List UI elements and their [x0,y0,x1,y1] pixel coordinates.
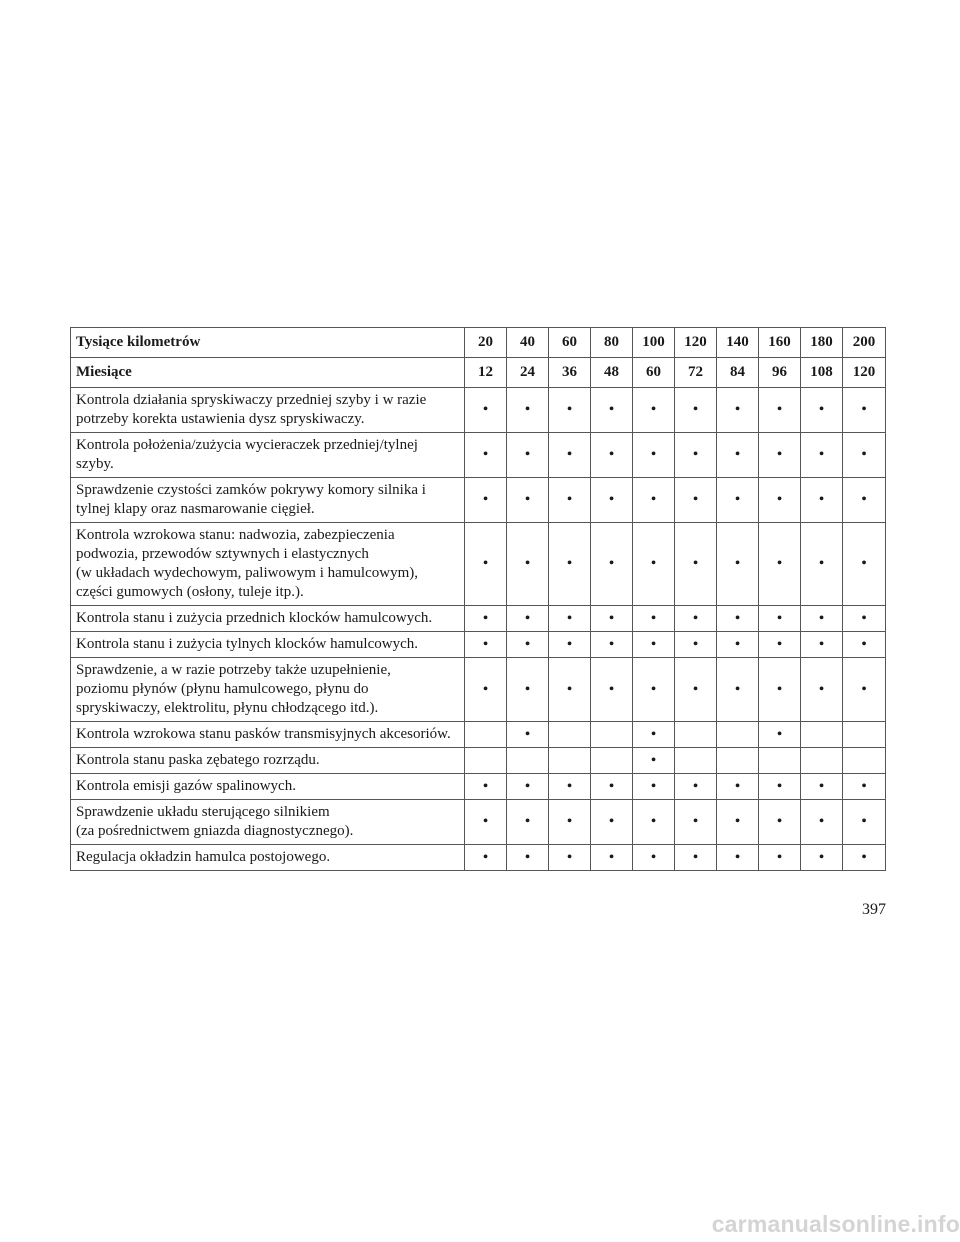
service-interval-mark: • [843,433,886,478]
service-interval-mark: • [465,632,507,658]
service-interval-mark: • [591,606,633,632]
service-interval-mark: • [717,478,759,523]
service-interval-mark: • [507,845,549,871]
service-interval-mark: • [549,606,591,632]
service-interval-mark [675,748,717,774]
service-interval-mark: • [717,632,759,658]
service-interval-mark [675,722,717,748]
service-interval-mark [759,748,801,774]
header-months-row-label: Miesiące [71,358,465,388]
service-interval-mark: • [633,523,675,606]
service-interval-mark: • [675,800,717,845]
service-interval-mark: • [633,774,675,800]
service-interval-mark: • [465,478,507,523]
service-interval-mark: • [465,800,507,845]
service-interval-mark: • [759,632,801,658]
service-interval-mark: • [591,632,633,658]
service-interval-mark: • [549,523,591,606]
table-row [71,845,886,871]
service-interval-mark: • [675,632,717,658]
service-interval-mark: • [633,478,675,523]
service-interval-mark: • [465,845,507,871]
service-interval-mark: • [843,478,886,523]
service-interval-mark: • [507,658,549,722]
service-interval-mark: • [675,433,717,478]
service-interval-mark: • [507,632,549,658]
service-item-description [71,748,465,774]
page-number: 397 [862,901,886,918]
table-row [71,523,886,606]
header-months-row-value: 24 [507,358,549,388]
header-months-row [71,358,886,388]
service-interval-mark: • [507,433,549,478]
description-line: Sprawdzenie układu sterującego silnikiem [76,804,330,820]
header-months-row-value: 84 [717,358,759,388]
service-interval-mark: • [801,800,843,845]
service-interval-mark: • [717,523,759,606]
service-interval-mark: • [759,388,801,433]
service-interval-mark [507,748,549,774]
service-interval-mark: • [801,433,843,478]
description-line: szyby. [76,456,114,472]
service-item-description [71,388,465,433]
service-interval-mark: • [591,845,633,871]
service-item-description [71,658,465,722]
table-row [71,388,886,433]
service-interval-mark: • [759,606,801,632]
service-interval-mark: • [549,632,591,658]
service-interval-mark: • [465,388,507,433]
service-interval-mark: • [801,658,843,722]
service-interval-mark: • [633,388,675,433]
service-interval-mark: • [759,658,801,722]
service-interval-mark: • [465,433,507,478]
service-interval-mark: • [801,606,843,632]
service-interval-mark: • [633,722,675,748]
header-months-row-value: 12 [465,358,507,388]
service-item-description [71,800,465,845]
description-line: części gumowych (osłony, tuleje itp.). [76,584,304,600]
description-line: Kontrola stanu i zużycia tylnych klocków hamulcowych. [76,636,418,652]
service-interval-mark: • [717,388,759,433]
service-interval-mark [843,748,886,774]
service-interval-mark: • [717,658,759,722]
service-interval-mark: • [633,800,675,845]
header-months-row-value: 120 [843,358,886,388]
service-interval-mark: • [675,523,717,606]
header-kilometers-row-value: 60 [549,328,591,358]
service-interval-mark: • [591,523,633,606]
description-line: (za pośrednictwem gniazda diagnostycznego). [76,823,354,839]
service-interval-mark: • [507,523,549,606]
service-interval-mark: • [801,388,843,433]
service-interval-mark: • [591,774,633,800]
service-interval-mark: • [507,722,549,748]
description-line: Kontrola stanu i zużycia przednich klocków hamulcowych. [76,610,433,626]
service-interval-mark: • [591,433,633,478]
service-interval-mark: • [843,658,886,722]
service-interval-mark: • [675,658,717,722]
header-kilometers-row-value: 80 [591,328,633,358]
service-item-description [71,774,465,800]
description-line: tylnej klapy oraz nasmarowanie cięgieł. [76,501,315,517]
service-interval-mark: • [549,774,591,800]
service-interval-mark: • [633,748,675,774]
service-interval-mark [801,748,843,774]
header-kilometers-row-value: 100 [633,328,675,358]
description-line: Kontrola wzrokowa stanu pasków transmisyjnych akcesoriów. [76,726,451,742]
service-item-description [71,632,465,658]
service-interval-mark: • [759,433,801,478]
service-interval-mark: • [759,774,801,800]
service-interval-mark [549,748,591,774]
service-interval-mark: • [549,800,591,845]
header-kilometers-row-value: 120 [675,328,717,358]
description-line: Kontrola położenia/zużycia wycieraczek przedniej/tylnej [76,437,418,453]
table-row [71,774,886,800]
description-line: (w układach wydechowym, paliwowym i hamulcowym), [76,565,419,581]
table-row [71,478,886,523]
service-interval-mark: • [759,845,801,871]
service-interval-mark: • [549,845,591,871]
service-interval-mark: • [801,632,843,658]
service-interval-mark: • [759,478,801,523]
service-interval-mark: • [465,774,507,800]
service-interval-mark [591,722,633,748]
service-interval-mark: • [675,388,717,433]
service-interval-mark [591,748,633,774]
description-line: Kontrola stanu paska zębatego rozrządu. [76,752,320,768]
service-item-description [71,433,465,478]
service-interval-mark [717,722,759,748]
description-line: Kontrola wzrokowa stanu: nadwozia, zabezpieczenia [76,527,395,543]
header-months-row-value: 96 [759,358,801,388]
description-line: Sprawdzenie, a w razie potrzeby także uzupełnienie, [76,662,391,678]
header-kilometers-row-label: Tysiące kilometrów [71,328,465,358]
table-row [71,606,886,632]
service-interval-mark: • [675,478,717,523]
service-interval-mark: • [591,388,633,433]
table-row [71,632,886,658]
description-line: poziomu płynów (płynu hamulcowego, płynu do [76,681,369,697]
service-interval-mark: • [843,845,886,871]
service-interval-mark: • [549,388,591,433]
service-interval-mark: • [633,632,675,658]
description-line: spryskiwaczy, elektrolitu, płynu chłodzącego itd.). [76,700,379,716]
service-item-description [71,845,465,871]
service-interval-mark: • [549,478,591,523]
table-row [71,722,886,748]
service-interval-mark: • [759,722,801,748]
description-line: Sprawdzenie czystości zamków pokrywy komory silnika i [76,482,426,498]
watermark: carmanualsonline.info [711,1211,960,1237]
service-interval-mark: • [549,658,591,722]
service-interval-mark: • [759,800,801,845]
header-kilometers-row-value: 180 [801,328,843,358]
service-item-description [71,478,465,523]
service-interval-mark: • [717,606,759,632]
service-item-description [71,722,465,748]
service-interval-mark [801,722,843,748]
service-interval-mark: • [717,800,759,845]
table-row [71,658,886,722]
header-kilometers-row-value: 40 [507,328,549,358]
service-interval-mark: • [843,632,886,658]
description-line: Regulacja okładzin hamulca postojowego. [76,849,331,865]
service-interval-mark: • [801,845,843,871]
service-interval-mark: • [633,845,675,871]
service-interval-mark: • [843,388,886,433]
service-item-description [71,606,465,632]
header-kilometers-row-value: 200 [843,328,886,358]
service-interval-mark: • [633,658,675,722]
service-interval-mark: • [717,433,759,478]
header-months-row-value: 48 [591,358,633,388]
description-line: potrzeby korekta ustawienia dysz spryskiwaczy. [76,411,365,427]
service-interval-mark: • [549,433,591,478]
service-interval-mark: • [591,800,633,845]
service-interval-mark: • [507,606,549,632]
maintenance-schedule-table [70,327,886,871]
service-interval-mark: • [633,433,675,478]
service-interval-mark: • [465,523,507,606]
table-row [71,433,886,478]
service-item-description [71,523,465,606]
table-row [71,800,886,845]
service-interval-mark: • [717,845,759,871]
header-months-row-value: 72 [675,358,717,388]
header-kilometers-row-value: 160 [759,328,801,358]
service-interval-mark: • [591,478,633,523]
header-kilometers-row [71,328,886,358]
service-interval-mark: • [633,606,675,632]
service-interval-mark: • [675,606,717,632]
table-row [71,748,886,774]
service-interval-mark: • [675,774,717,800]
service-interval-mark: • [507,800,549,845]
service-interval-mark [717,748,759,774]
service-interval-mark: • [675,845,717,871]
header-kilometers-row-value: 140 [717,328,759,358]
service-interval-mark [549,722,591,748]
service-interval-mark: • [591,658,633,722]
service-interval-mark: • [465,658,507,722]
service-interval-mark: • [507,774,549,800]
service-interval-mark [465,722,507,748]
description-line: Kontrola działania spryskiwaczy przedniej szyby i w razie [76,392,427,408]
service-interval-mark: • [465,606,507,632]
service-interval-mark: • [759,523,801,606]
service-interval-mark: • [507,478,549,523]
description-line: Kontrola emisji gazów spalinowych. [76,778,296,794]
service-interval-mark: • [801,478,843,523]
header-months-row-value: 60 [633,358,675,388]
service-interval-mark: • [843,774,886,800]
description-line: podwozia, przewodów sztywnych i elastycznych [76,546,369,562]
header-months-row-value: 108 [801,358,843,388]
service-interval-mark: • [843,606,886,632]
service-interval-mark: • [843,800,886,845]
header-kilometers-row-value: 20 [465,328,507,358]
service-interval-mark [843,722,886,748]
service-interval-mark: • [717,774,759,800]
service-interval-mark [465,748,507,774]
service-interval-mark: • [507,388,549,433]
service-interval-mark: • [801,523,843,606]
service-interval-mark: • [801,774,843,800]
service-interval-mark: • [843,523,886,606]
header-months-row-value: 36 [549,358,591,388]
